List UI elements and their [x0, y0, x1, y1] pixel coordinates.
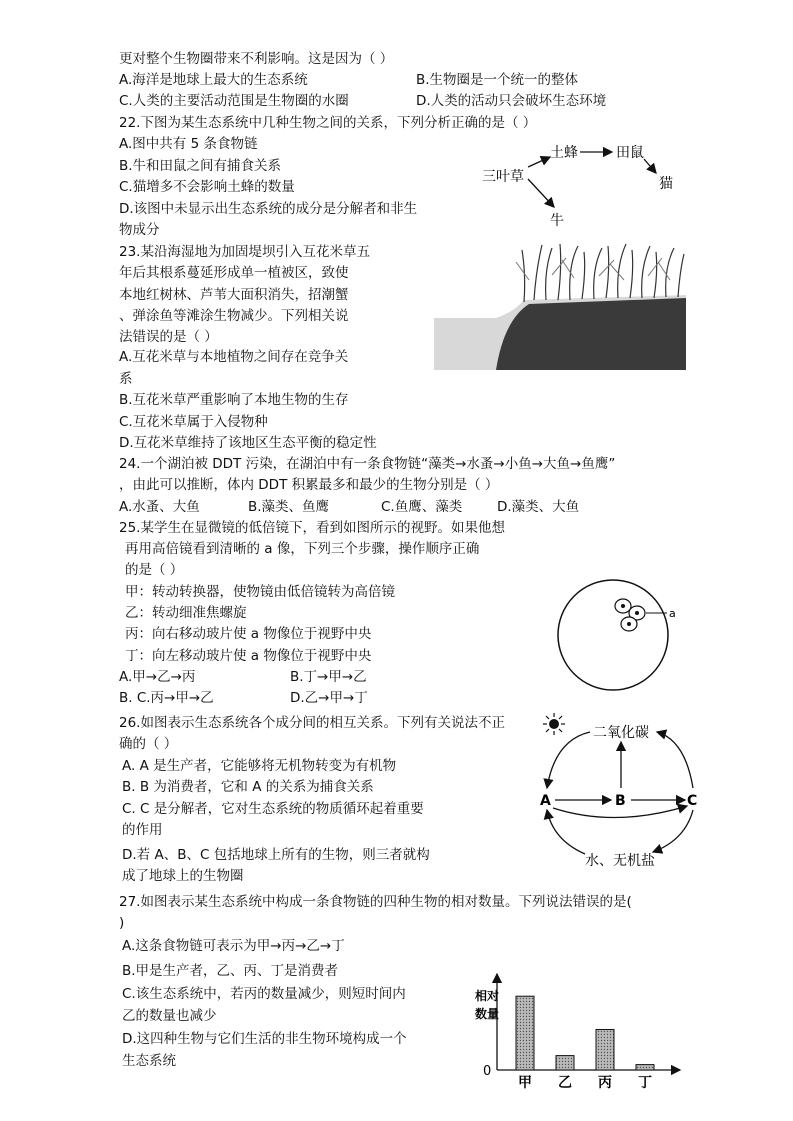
arrow-water-a: [547, 810, 585, 854]
sun-icon: [543, 713, 565, 735]
q26-option-c-cont: 的作用: [122, 822, 163, 838]
q23-option-a: A.互花米草与本地植物之间存在竞争关: [119, 349, 349, 365]
node-a: A: [540, 793, 551, 809]
bar-1: [556, 1056, 574, 1070]
x-tick-label-0: 甲: [518, 1075, 532, 1090]
node-b: B: [615, 793, 626, 809]
microscope-field-diagram: [555, 575, 685, 697]
q27-option-d: D.这四种生物与它们生活的非生物环境构成一个: [122, 1031, 407, 1047]
arrow-co2-a: [547, 732, 590, 788]
q25-step-yi: 乙：转动细准焦螺旋: [125, 605, 247, 621]
x-tick-label-1: 乙: [558, 1075, 572, 1090]
q25-step-jia: 甲：转动转换器，使物镜由低倍镜转为高倍镜: [125, 584, 395, 600]
q22-option-a: A.图中共有 5 条食物链: [119, 136, 258, 152]
arrow-clover-cow: [528, 179, 554, 207]
q25-stem-3: 的是（ ）: [125, 562, 184, 578]
q23-option-d: D.互花米草维持了该地区生态平衡的稳定性: [119, 435, 377, 451]
q24-option-d: D.藻类、大鱼: [497, 499, 580, 515]
q23-stem-1: 23.某沿海湿地为加固堤坝引入互花米草五: [119, 244, 370, 260]
q24-stem-2: ，由此可以推断，体内 DDT 积累最多和最少的生物分别是（ ）: [119, 477, 499, 493]
arrow-c-co2: [657, 732, 693, 788]
web-clover: 三叶草: [482, 169, 524, 185]
q27-stem-1: 27.如图表示某生态系统中构成一条食物链的四种生物的相对数量。下列说法错误的是(: [119, 894, 632, 910]
q21-stem: 更对整个生物圈带来不利影响。这是因为（ ）: [119, 51, 394, 67]
bar-0: [516, 996, 534, 1070]
label-a: a: [669, 607, 676, 620]
q25-step-bing: 丙：向右移动玻片使 a 物像位于视野中央: [125, 626, 372, 642]
q26-stem-2: 确的（ ）: [119, 736, 178, 752]
q27-option-d-cont: 生态系统: [122, 1053, 176, 1069]
bar-3: [636, 1065, 654, 1070]
bar-2: [596, 1030, 614, 1071]
field-of-view: [558, 580, 668, 690]
node-c: C: [687, 793, 698, 809]
label-water-minerals: 水、无机盐: [585, 853, 655, 869]
arrow-c-water: [653, 810, 693, 852]
y-label-char-3: 量: [487, 1007, 500, 1021]
ecosystem-cycle-diagram: [535, 710, 715, 875]
q21-option-b: B.生物圈是一个统一的整体: [416, 72, 579, 88]
q25-option-b: B.丁→甲→乙: [290, 669, 367, 685]
q22-stem: 22.下图为某生态系统中几种生物之间的关系，下列分析正确的是（ ）: [119, 115, 537, 131]
web-bee: 土蜂: [550, 145, 578, 161]
q25-step-ding: 丁：向左移动玻片使 a 物像位于视野中央: [125, 648, 372, 664]
q27-option-b: B.甲是生产者，乙、丙、丁是消费者: [122, 963, 339, 979]
q21-option-a: A.海洋是地球上最大的生态系统: [119, 72, 308, 88]
y-label-char-2: 数: [475, 1007, 488, 1021]
q22-option-d: D.该图中未显示出生态系统的成分是分解者和非生: [119, 201, 418, 217]
origin-label: 0: [483, 1064, 492, 1079]
q26-option-c: C. C 是分解者，它对生态系统的物质循环起着重要: [122, 801, 424, 817]
web-cow: 牛: [550, 213, 564, 229]
q23-option-b: B.互花米草严重影响了本地生物的生存: [119, 392, 349, 408]
q26-option-b: B. B 为消费者，它和 A 的关系为捕食关系: [122, 779, 374, 795]
cell-cluster: [615, 599, 645, 631]
q22-option-b: B.牛和田鼠之间有捕食关系: [119, 158, 282, 174]
x-tick-label-3: 丁: [638, 1075, 652, 1090]
q24-stem-1: 24.一个湖泊被 DDT 污染，在湖泊中有一条食物链“藻类→水蚤→小鱼→大鱼→鱼鹰”: [119, 456, 616, 472]
q23-stem-3: 本地红树林、芦苇大面积消失，招潮蟹: [119, 287, 349, 303]
q25-stem-1: 25.某学生在显微镜的低倍镜下，看到如图所示的视野。如果他想: [119, 520, 505, 536]
q22-option-d-cont: 物成分: [119, 222, 160, 238]
arrow-clover-bee: [528, 157, 550, 167]
q24-option-b: B.藻类、鱼鹰: [248, 499, 330, 515]
q27-option-c-cont: 乙的数量也减少: [122, 1008, 217, 1024]
q25-option-a: A.甲→乙→丙: [119, 669, 196, 685]
q23-option-a-cont: 系: [119, 371, 133, 387]
q23-stem-4: 、弹涂鱼等滩涂生物减少。下列相关说: [119, 308, 349, 324]
q27-option-c: C.该生态系统中，若丙的数量减少，则短时间内: [122, 986, 406, 1002]
q27-option-a: A.这条食物链可表示为甲→丙→乙→丁: [122, 938, 345, 954]
q26-option-a: A. A 是生产者，它能够将无机物转变为有机物: [122, 758, 397, 774]
label-co2: 二氧化碳: [593, 725, 649, 741]
q23-stem-5: 法错误的是（ ）: [119, 329, 218, 345]
q23-stem-2: 年后其根系蔓延形成单一植被区，致使: [119, 265, 349, 281]
y-label-char-0: 相: [475, 989, 488, 1003]
y-label-char-1: 对: [487, 989, 500, 1003]
arrow-mouse-cat: [644, 159, 656, 173]
q24-option-a: A.水蚤、大鱼: [119, 499, 200, 515]
q21-option-d: D.人类的活动只会破坏生态环境: [416, 93, 607, 109]
q24-option-c: C.鱼鹰、藻类: [381, 499, 463, 515]
q26-option-d: D.若 A、B、C 包括地球上所有的生物，则三者就构: [122, 847, 430, 863]
q23-option-c: C.互花米草属于入侵物种: [119, 414, 268, 430]
q21-option-c: C.人类的主要活动范围是生物圈的水圈: [119, 93, 349, 109]
q26-option-d-cont: 成了地球上的生物圈: [122, 868, 244, 884]
q25-option-bc: B. C.丙→甲→乙: [119, 690, 214, 706]
web-mouse: 田鼠: [616, 145, 644, 161]
q25-option-d: D.乙→甲→丁: [290, 690, 368, 706]
food-web-diagram: [470, 135, 690, 235]
cordgrass-image: [434, 240, 686, 370]
q25-stem-2: 再用高倍镜看到清晰的 a 像，下列三个步骤，操作顺序正确: [125, 541, 480, 557]
q27-stem-2: ): [119, 915, 125, 931]
web-cat: 猫: [659, 176, 673, 192]
q26-stem-1: 26.如图表示生态系统各个成分间的相互关系。下列有关说法不正: [119, 715, 505, 731]
x-tick-label-2: 丙: [598, 1075, 612, 1090]
relative-quantity-bar-chart: [465, 970, 690, 1090]
q22-option-c: C.猫增多不会影响土蜂的数量: [119, 179, 295, 195]
embankment-soil: [496, 298, 686, 370]
y-axis-label: [475, 988, 499, 1021]
